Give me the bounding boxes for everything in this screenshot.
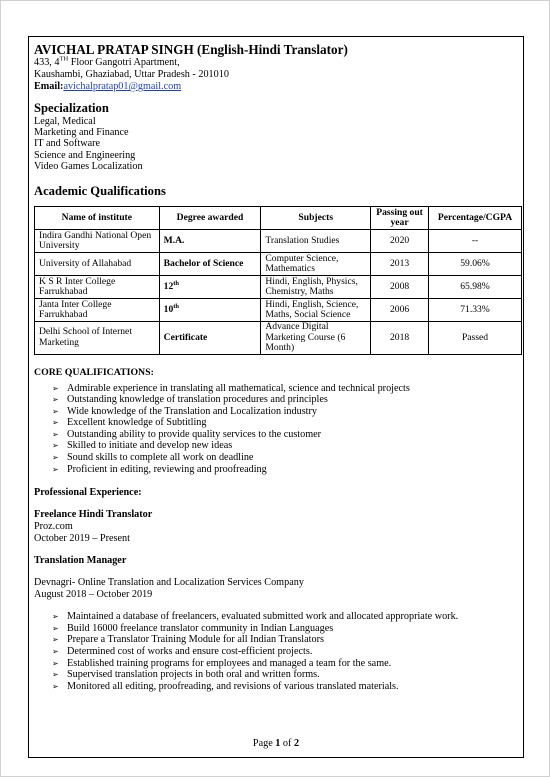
list-item: ➢ Determined cost of works and ensure cost-efficient projects. <box>52 646 313 658</box>
page-number-footer: Page 1 of 2 <box>252 738 300 749</box>
list-item: ➢ Build 16000 freelance translator community in Indian Languages <box>52 622 334 634</box>
arrow-bullet-icon: ➢ <box>52 418 59 428</box>
institute-cell: K S R Inter College Farrukhabad <box>35 276 160 299</box>
list-item: ➢ Maintained a database of freelancers, evaluated submitted work and allocated appropriate work. <box>52 611 459 623</box>
degree-cell: Bachelor of Science <box>159 253 261 276</box>
subjects-cell: Advance Digital Marketing Course (6 Month) <box>261 322 371 355</box>
name-title: AVICHAL PRATAP SINGH (English-Hindi Translator) <box>34 42 348 57</box>
resume-content <box>34 42 520 692</box>
list-item: ➢ Prepare a Translator Training Module for all Indian Translators <box>52 634 324 646</box>
list-item: ➢ Admirable experience in translating all mathematical, science and technical projects <box>52 382 410 394</box>
percentage-cell: 71.33% <box>429 299 522 322</box>
arrow-bullet-icon: ➢ <box>52 635 59 645</box>
specialization-item: IT and Software <box>34 138 101 150</box>
institute-cell: Indira Gandhi National Open University <box>35 230 160 253</box>
subjects-cell: Translation Studies <box>261 230 371 253</box>
arrow-bullet-icon: ➢ <box>52 395 59 405</box>
list-item: ➢ Established training programs for employees and managed a team for the same. <box>52 657 392 669</box>
job-duties-list <box>34 611 520 692</box>
list-item: ➢ Proficient in editing, reviewing and proofreading <box>52 463 267 475</box>
core-qualifications-list <box>34 383 520 476</box>
job-title: Freelance Hindi Translator <box>34 509 153 521</box>
column-header: Name of institute <box>35 207 160 230</box>
experience-heading: Professional Experience: <box>34 487 142 499</box>
arrow-bullet-icon: ➢ <box>52 441 59 451</box>
table-row <box>35 276 522 299</box>
year-cell: 2013 <box>371 253 429 276</box>
column-header: Passing out year <box>371 207 429 230</box>
job-title: Translation Manager <box>34 555 127 567</box>
spacer <box>34 499 520 509</box>
degree-cell: Certificate <box>159 322 261 355</box>
specialization-list <box>34 116 520 172</box>
specialization-item: Legal, Medical <box>34 116 96 127</box>
academic-section <box>34 184 520 355</box>
degree-cell: 12th <box>159 276 261 299</box>
year-cell: 2008 <box>371 276 429 299</box>
year-cell: 2018 <box>371 322 429 355</box>
email-line <box>34 81 520 93</box>
list-item: ➢ Skilled to initiate and develop new ideas <box>52 440 233 452</box>
list-item: ➢ Sound skills to complete all work on deadline <box>52 452 254 464</box>
academic-heading: Academic Qualifications <box>34 184 166 199</box>
year-cell: 2006 <box>371 299 429 322</box>
spacer <box>34 545 520 555</box>
arrow-bullet-icon: ➢ <box>52 383 59 393</box>
degree-cell: 10th <box>159 299 261 322</box>
percentage-cell: Passed <box>429 322 522 355</box>
qualifications-table <box>34 206 522 355</box>
percentage-cell: -- <box>429 230 522 253</box>
arrow-bullet-icon: ➢ <box>52 647 59 657</box>
percentage-cell: 59.06% <box>429 253 522 276</box>
arrow-bullet-icon: ➢ <box>52 612 59 622</box>
job-company: Devnagri- Online Translation and Localization Services Company <box>34 577 304 589</box>
table-row <box>35 299 522 322</box>
column-header: Subjects <box>261 207 371 230</box>
list-item: ➢ Supervised translation projects in both oral and written forms. <box>52 669 320 681</box>
arrow-bullet-icon: ➢ <box>52 464 59 474</box>
table-header-row <box>35 207 522 230</box>
arrow-bullet-icon: ➢ <box>52 429 59 439</box>
job-dates: August 2018 – October 2019 <box>34 589 153 601</box>
address-line-2: Kaushambi, Ghaziabad, Uttar Pradesh - 201010 <box>34 69 229 80</box>
subjects-cell: Hindi, English, Science, Maths, Social Science <box>261 299 371 322</box>
email-label: Email: <box>34 81 64 92</box>
column-header: Percentage/CGPA <box>429 207 522 230</box>
arrow-bullet-icon: ➢ <box>52 623 59 633</box>
list-item: ➢ Outstanding ability to provide quality services to the customer <box>52 428 322 440</box>
core-qualifications-heading: CORE QUALIFICATIONS: <box>34 366 154 378</box>
arrow-bullet-icon: ➢ <box>52 670 59 680</box>
list-item: ➢ Wide knowledge of the Translation and Localization industry <box>52 405 317 417</box>
table-row <box>35 322 522 355</box>
column-header: Degree awarded <box>159 207 261 230</box>
specialization-heading: Specialization <box>34 101 109 115</box>
specialization-item: Marketing and Finance <box>34 127 129 139</box>
list-item: ➢ Outstanding knowledge of translation procedures and principles <box>52 394 328 406</box>
degree-cell: M.A. <box>159 230 261 253</box>
arrow-bullet-icon: ➢ <box>52 658 59 668</box>
specialization-item: Science and Engineering <box>34 149 136 161</box>
specialization-section <box>34 101 520 172</box>
arrow-bullet-icon: ➢ <box>52 406 59 416</box>
institute-cell: University of Allahabad <box>35 253 160 276</box>
table-row <box>35 253 522 276</box>
arrow-bullet-icon: ➢ <box>52 681 59 691</box>
job-dates: October 2019 – Present <box>34 533 130 545</box>
job-company: Proz.com <box>34 521 73 533</box>
subjects-cell: Computer Science, Mathematics <box>261 253 371 276</box>
institute-cell: Janta Inter College Farrukhabad <box>35 299 160 322</box>
year-cell: 2020 <box>371 230 429 253</box>
list-item: ➢ Excellent knowledge of Subtitling <box>52 417 207 429</box>
table-row <box>35 230 522 253</box>
list-item: ➢ Monitored all editing, proofreading, and revisions of various translated materials. <box>52 680 399 692</box>
percentage-cell: 65.98% <box>429 276 522 299</box>
subjects-cell: Hindi, English, Physics, Chemistry, Maths <box>261 276 371 299</box>
spacer <box>34 567 520 577</box>
specialization-item: Video Games Localization <box>34 160 143 172</box>
institute-cell: Delhi School of Internet Marketing <box>35 322 160 355</box>
address-line-1: 433, 4TH Floor Gangotri Apartment, <box>34 55 180 68</box>
arrow-bullet-icon: ➢ <box>52 453 59 463</box>
email-link[interactable]: avichalpratap01@gmail.com <box>63 81 182 92</box>
